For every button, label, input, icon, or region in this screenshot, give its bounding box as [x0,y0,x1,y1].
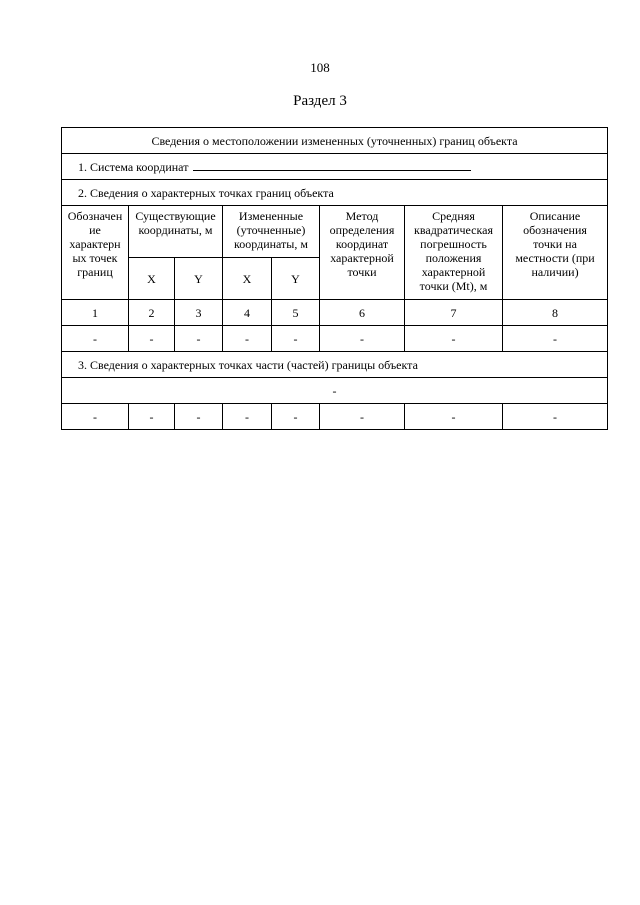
table-cell: - [272,326,320,352]
column-number: 4 [223,300,272,326]
table-cell: - [503,404,608,430]
coord-system-label: 1. Система координат [78,160,189,174]
header-designation: Обозначен ие характерн ых точек границ [62,206,129,300]
table-cell: - [272,404,320,430]
column-number: 5 [272,300,320,326]
table-cell: - [62,326,129,352]
coord-system-blank [193,159,471,171]
header-existing-y: Y [175,258,223,300]
header-changed-x: X [223,258,272,300]
column-number: 7 [405,300,503,326]
header-description: Описание обозначения точки на местности (при наличии) [503,206,608,300]
points-section-label: 2. Сведения о характерных точках границ объекта [62,180,608,206]
table-cell: - [223,404,272,430]
header-existing-coords: Существующие координаты, м [129,206,223,258]
part-name-cell: - [62,378,608,404]
page-number: 108 [310,60,330,75]
table-cell: - [405,404,503,430]
table-cell: - [320,326,405,352]
section-title: Раздел 3 [293,93,347,109]
table-cell: - [175,404,223,430]
table-cell: - [503,326,608,352]
part-section-label: 3. Сведения о характерных точках части (частей) границы объекта [62,352,608,378]
column-number: 8 [503,300,608,326]
table-cell: - [175,326,223,352]
column-number: 6 [320,300,405,326]
column-number-row [62,300,608,326]
header-method: Метод определения координат характерной точки [320,206,405,300]
header-changed-y: Y [272,258,320,300]
table-row [62,326,608,352]
table-cell: - [62,404,129,430]
table-cell: - [129,404,175,430]
header-mean-error: Средняя квадратическая погрешность положения характерной точки (Mt), м [405,206,503,300]
table-row [62,404,608,430]
column-number: 3 [175,300,223,326]
column-number: 2 [129,300,175,326]
table-cell: - [405,326,503,352]
column-number: 1 [62,300,129,326]
coord-system-row [62,154,608,180]
table-cell: - [129,326,175,352]
boundary-points-table [61,127,608,430]
header-changed-coords: Измененные (уточненные) координаты, м [223,206,320,258]
header-existing-x: X [129,258,175,300]
table-cell: - [223,326,272,352]
table-cell: - [320,404,405,430]
table-title: Сведения о местоположении измененных (уточненных) границ объекта [62,128,608,154]
